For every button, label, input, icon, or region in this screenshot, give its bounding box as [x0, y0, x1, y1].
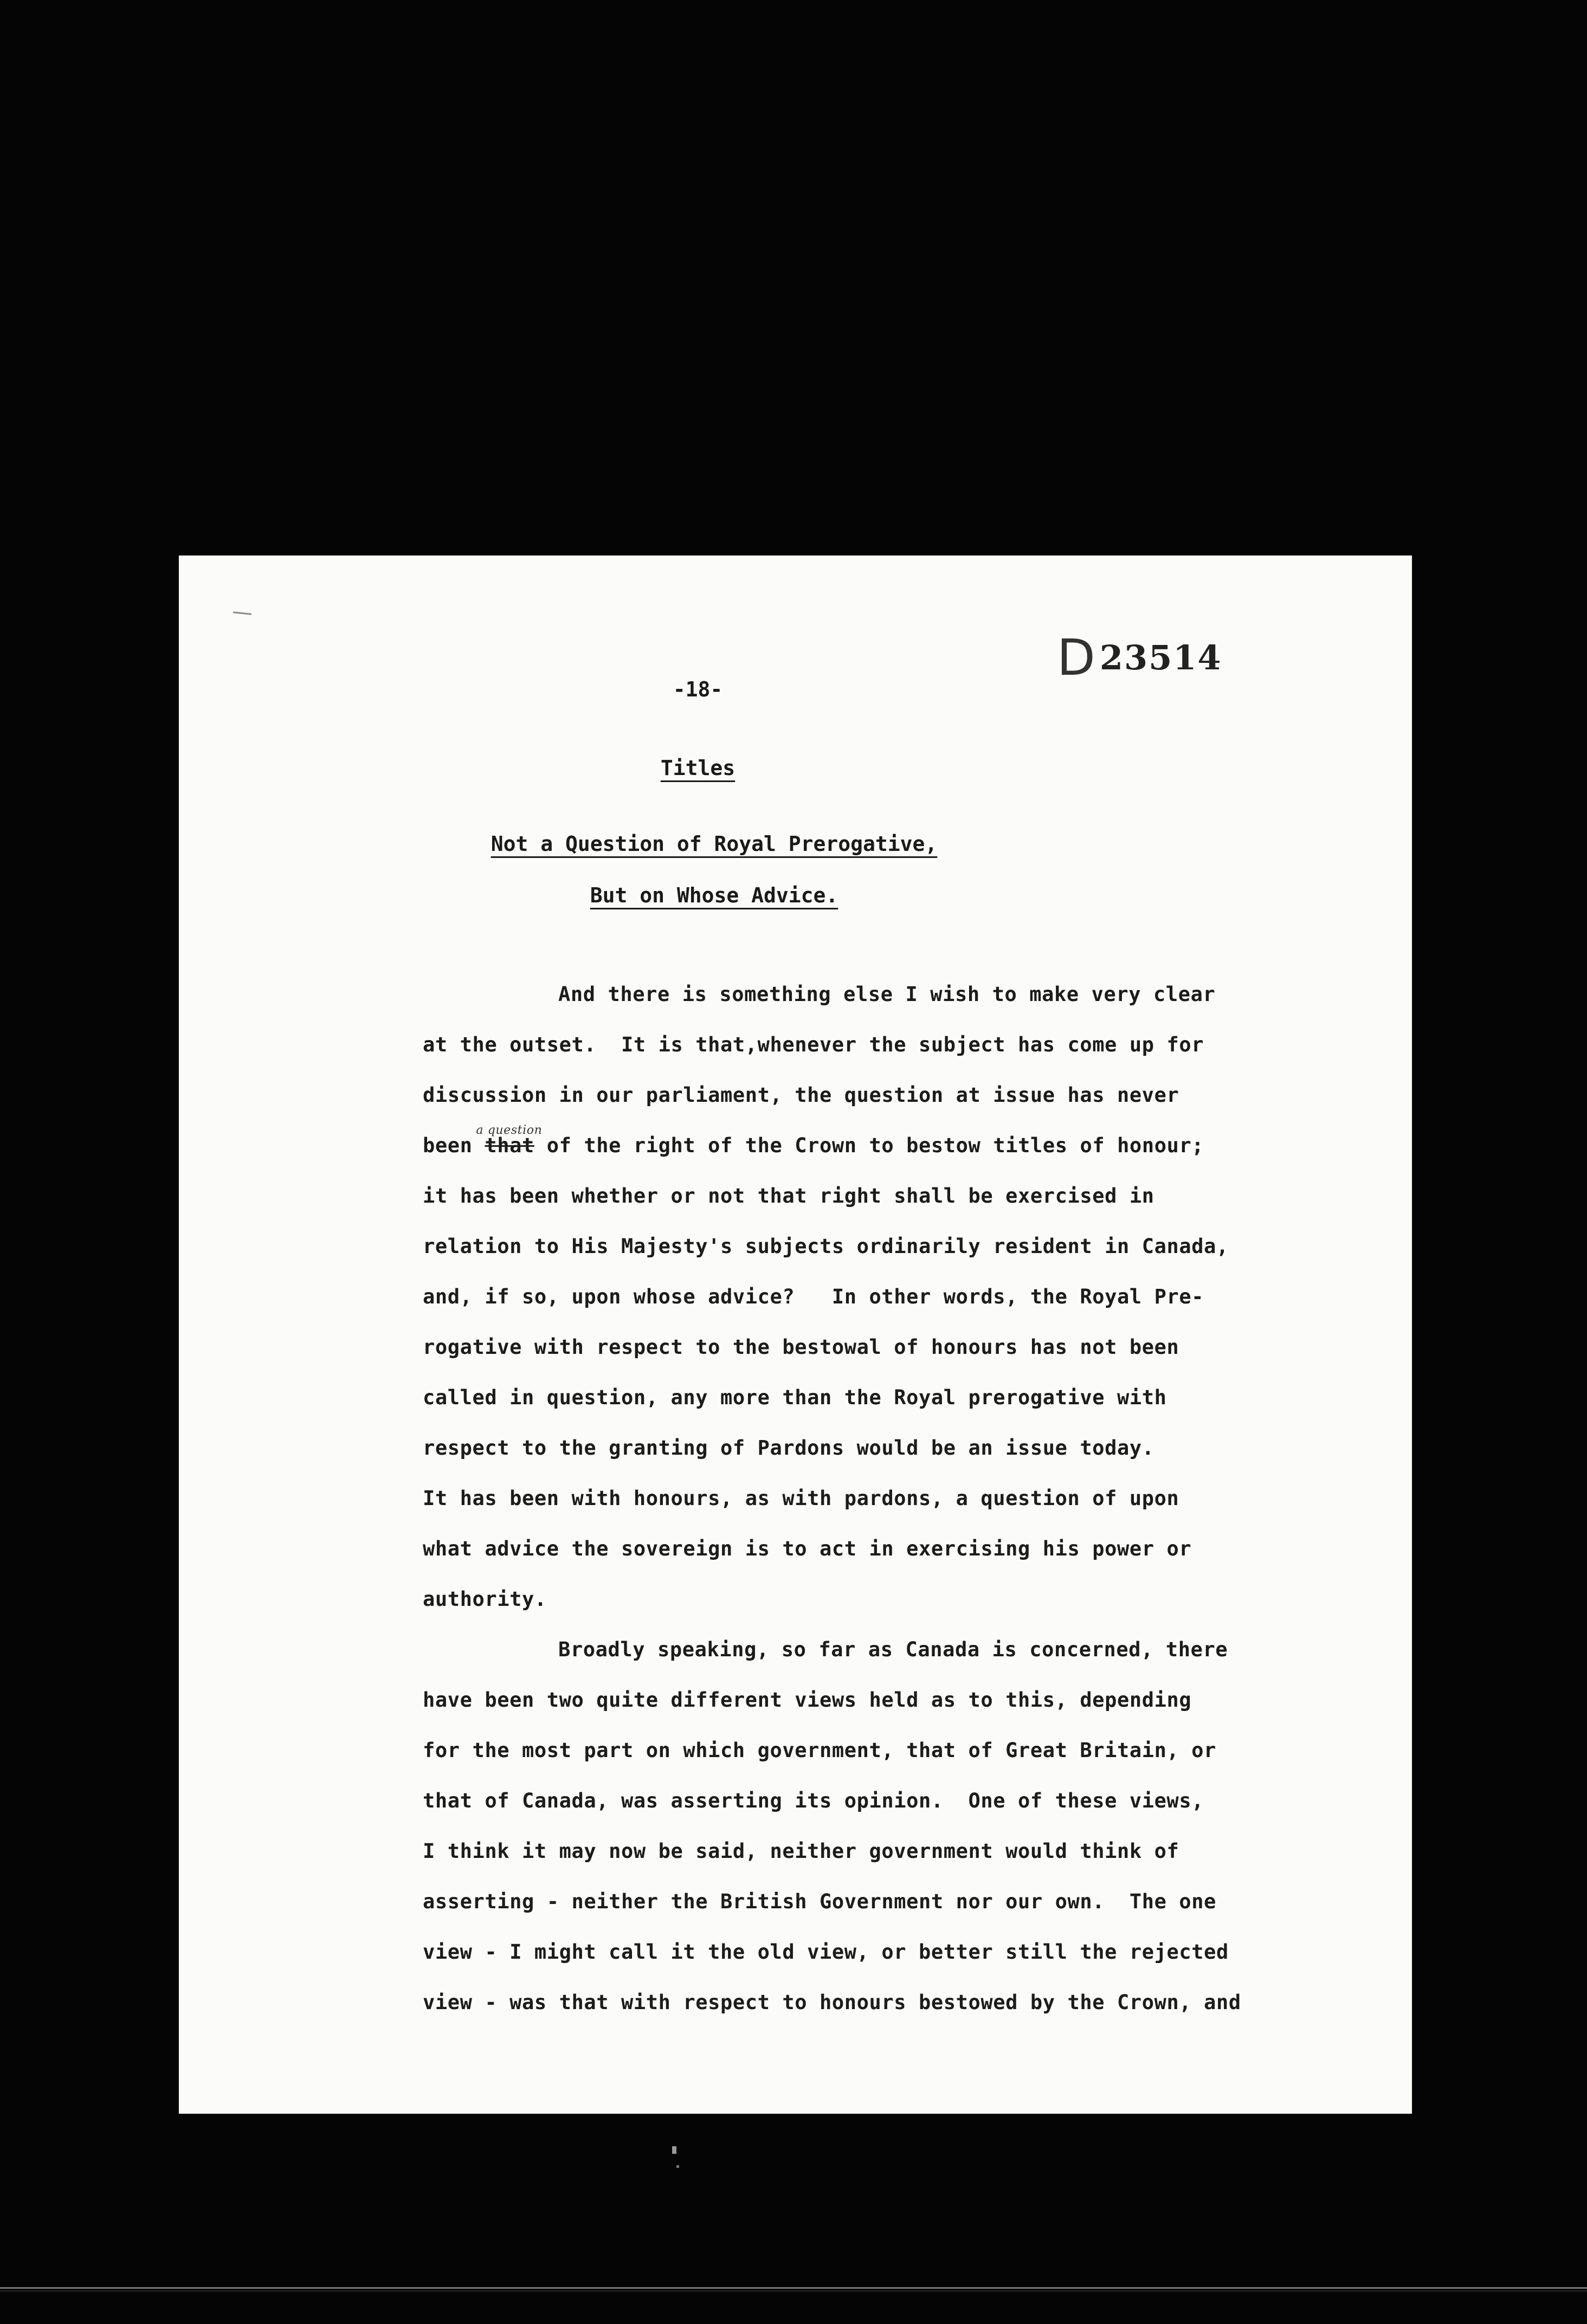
body-line: view - was that with respect to honours bestowed by the Crown, and	[423, 1991, 1241, 2014]
body-line: discussion in our parliament, the question at issue has never	[423, 1083, 1179, 1107]
body-line: authority.	[423, 1587, 547, 1611]
body-line: for the most part on which government, that of Great Britain, or	[423, 1739, 1217, 1762]
scan-speck	[672, 2146, 676, 2154]
body-line: relation to His Majesty's subjects ordinarily resident in Canada,	[423, 1235, 1229, 1258]
body-line: have been two quite different views held as to this, depending	[423, 1688, 1192, 1712]
scan-speck	[676, 2165, 679, 2168]
body-line: it has been whether or not that right shall be exercised in	[423, 1184, 1154, 1208]
body-line: at the outset. It is that,whenever the subject has come up for	[423, 1033, 1204, 1056]
body-line: respect to the granting of Pardons would be an issue today.	[423, 1436, 1154, 1460]
document-id-letter: D	[1057, 629, 1096, 687]
body-line: view - I might call it the old view, or better still the rejected	[423, 1940, 1229, 1964]
stray-pen-mark	[233, 611, 251, 615]
page-number: -18-	[673, 677, 723, 701]
body-line: Broadly speaking, so far as Canada is concerned, there	[558, 1638, 1228, 1661]
handwritten-correction	[476, 1124, 543, 1157]
document-body	[423, 984, 1344, 2042]
scanner-edge-line	[0, 2287, 1587, 2289]
document-sheet	[179, 556, 1412, 2114]
body-line-with-correction: been a question that of the right of the Crown to bestow titles of honour;	[423, 1135, 1344, 1185]
body-line: asserting - neither the British Government nor our own. The one	[423, 1890, 1217, 1913]
document-id-number: 23514	[1099, 638, 1222, 677]
section-subtitle-line-1: Not a Question of Royal Prerogative,	[491, 832, 938, 856]
body-line: what advice the sovereign is to act in exercising his power or	[423, 1537, 1192, 1560]
body-line: rogative with respect to the bestowal of honours has not been	[423, 1335, 1179, 1359]
body-line: And there is something else I wish to make very clear	[558, 983, 1216, 1006]
handwritten-annotation: a question	[476, 1124, 543, 1137]
body-line: called in question, any more than the Royal prerogative with	[423, 1386, 1167, 1409]
section-title: Titles	[660, 756, 736, 780]
body-line: I think it may now be said, neither government would think of	[423, 1839, 1179, 1863]
body-line: It has been with honours, as with pardons, a question of upon	[423, 1487, 1179, 1510]
body-line: and, if so, upon whose advice? In other words, the Royal Pre-	[423, 1285, 1204, 1308]
struck-word: that	[485, 1134, 534, 1157]
scanner-edge-line	[0, 2290, 1587, 2291]
section-subtitle-line-2: But on Whose Advice.	[590, 883, 838, 907]
body-line: that of Canada, was asserting its opinion. One of these views,	[423, 1789, 1204, 1812]
